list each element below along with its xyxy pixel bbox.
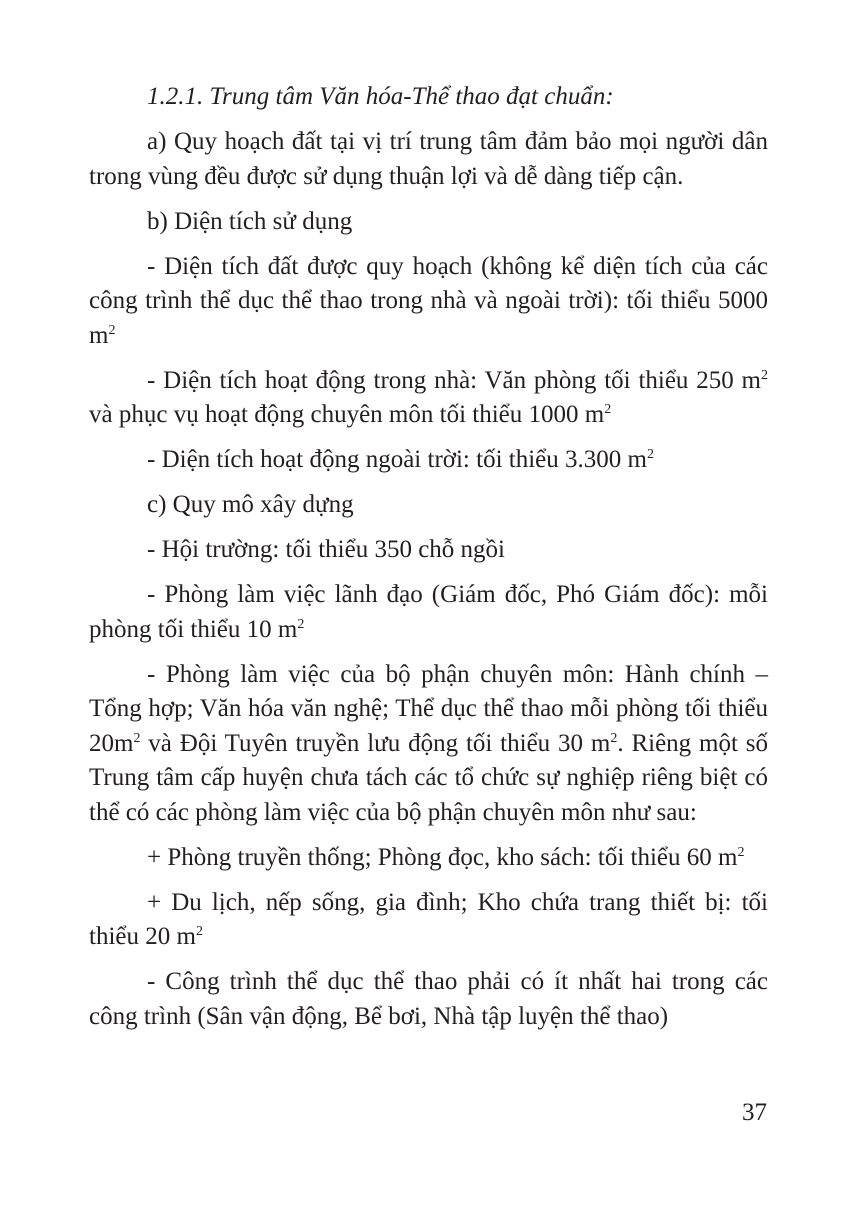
paragraph-a: a) Quy hoạch đất tại vị trí trung tâm đảm bảo mọi người dân trong vùng đều được sử dụng thuận lợi và dễ dàng tiếp cận.	[89, 128, 768, 190]
paragraph-c4	[89, 841, 768, 876]
c3-text-2: và Đội Tuyên truyền lưu động tối thiểu 30 m	[140, 729, 611, 757]
paragraph-c6: - Công trình thể dục thể thao phải có ít nhất hai trong các công trình (Sân vận động, Bể bơi, Nhà tập luyện thể thao)	[89, 968, 768, 1030]
c4-superscript: 2	[737, 844, 745, 860]
c3-superscript-1: 2	[133, 730, 141, 746]
b2-superscript-2: 2	[604, 402, 612, 417]
c2-superscript: 2	[297, 616, 305, 632]
paragraph-b2	[89, 364, 768, 433]
c3-superscript-2: 2	[610, 730, 618, 746]
paragraph-c5	[89, 886, 768, 955]
page-number: 37	[742, 1099, 767, 1126]
paragraph-b3	[89, 443, 768, 478]
c5-text: + Du lịch, nếp sống, gia đình; Kho chứa trang thiết bị: tối thiểu 20 m	[89, 888, 768, 950]
b1-superscript: 2	[108, 322, 116, 338]
page-body	[89, 80, 768, 1045]
b2-text-2: và phục vụ hoạt động chuyên môn tối thiểu 1000 m	[89, 401, 605, 428]
c3-text-1: - Phòng làm việc của bộ phận chuyên môn: Hành chính –Tổng hợp; Văn hóa văn nghệ; Thể dục thể thao mỗi phòng tối thiểu 20m	[89, 660, 768, 757]
c4-text: + Phòng truyền thống; Phòng đọc, kho sách: tối thiểu 60 m	[147, 843, 738, 871]
paragraph-c: c) Quy mô xây dựng	[147, 491, 354, 518]
b3-text: - Diện tích hoạt động ngoài trời: tối thiểu 3.300 m	[147, 446, 647, 473]
paragraph-c2	[89, 578, 768, 647]
c5-superscript: 2	[195, 924, 203, 939]
c3-text-3: . Riêng một số Trung tâm cấp huyện chưa tách các tổ chức sự nghiệp riêng biệt có thể có các phòng làm việc của bộ phận chuyên môn như sau:	[89, 729, 768, 826]
b2-text-1: - Diện tích hoạt động trong nhà: Văn phòng tối thiểu 250 m	[147, 366, 761, 394]
c2-text: - Phòng làm việc lãnh đạo (Giám đốc, Phó Giám đốc): mỗi phòng tối thiểu 10 m	[89, 581, 768, 643]
paragraph-c3	[89, 658, 768, 831]
b2-superscript-1: 2	[761, 367, 768, 383]
paragraph-b1	[89, 250, 768, 354]
b1-text: - Diện tích đất được quy hoạch (không kể diện tích của các công trình thể dục thể thao trong nhà và ngoài trời): tối thiểu 5000 m	[89, 252, 768, 349]
paragraph-b: b) Diện tích sử dụng	[147, 207, 353, 235]
section-heading: 1.2.1. Trung tâm Văn hóa-Thể thao đạt chuẩn:	[147, 83, 614, 110]
b3-superscript: 2	[646, 447, 654, 462]
paragraph-c1: - Hội trường: tối thiểu 350 chỗ ngồi	[147, 536, 505, 563]
